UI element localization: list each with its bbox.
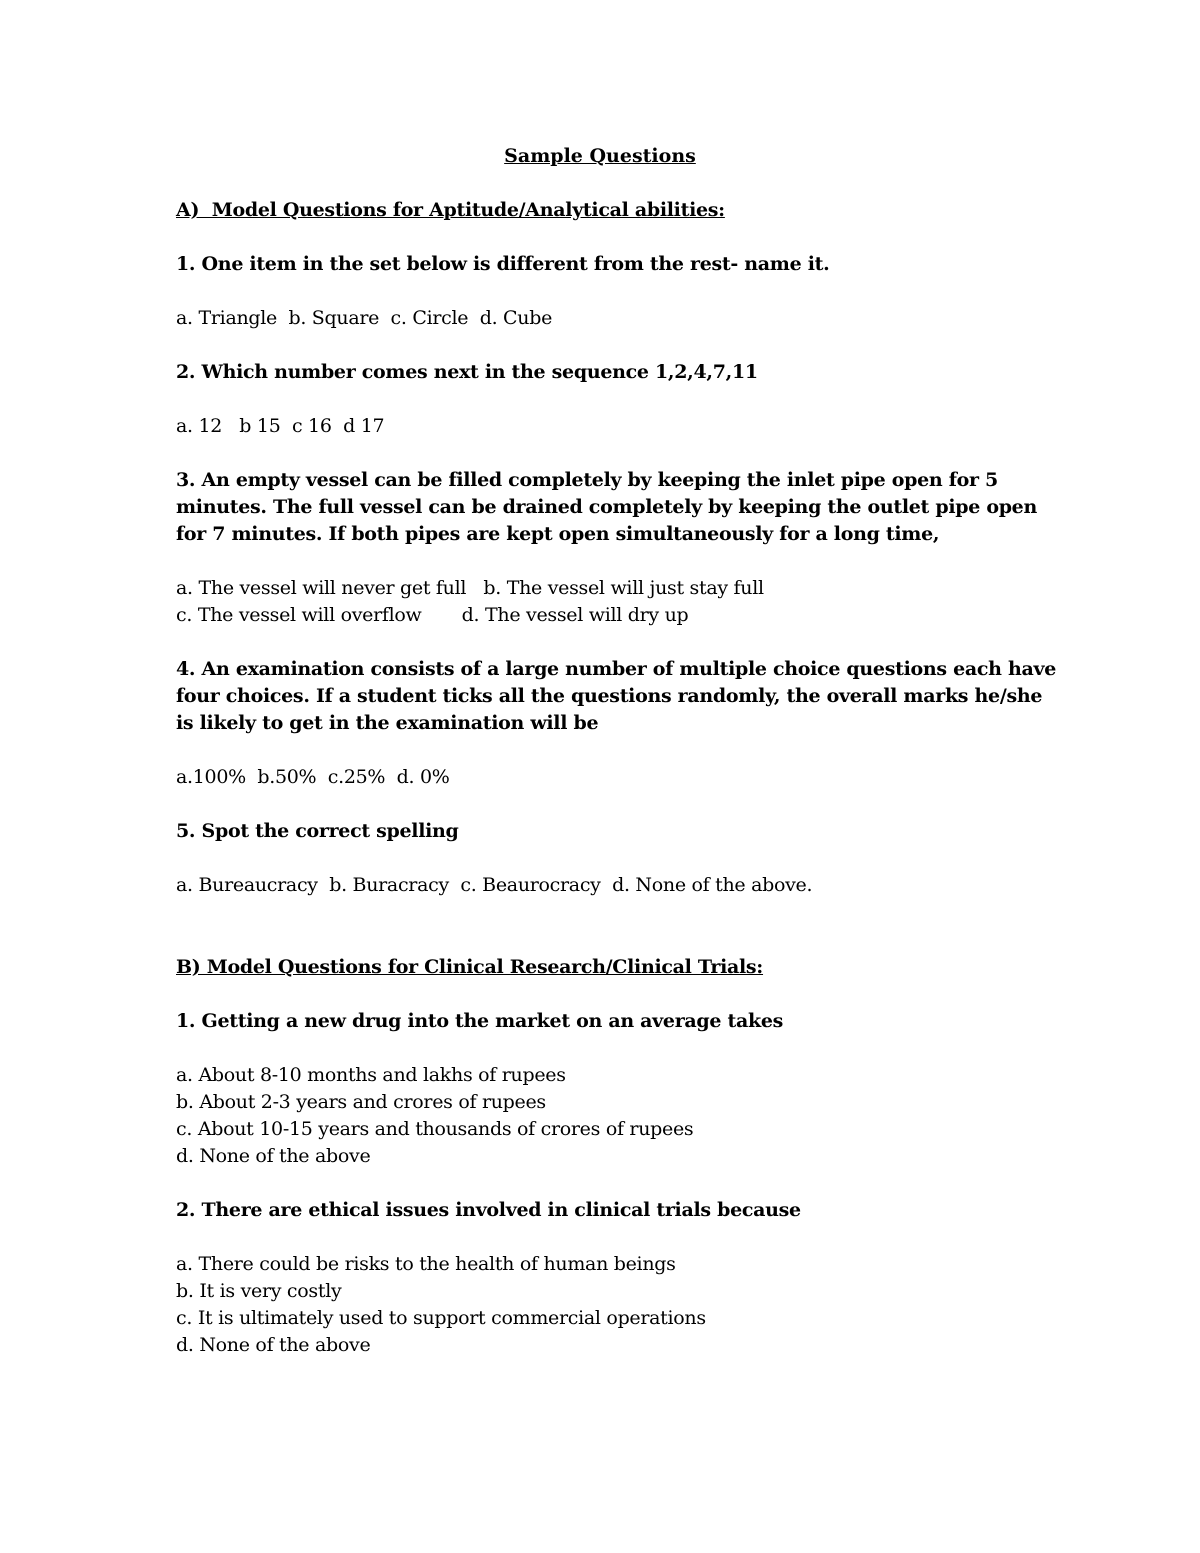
- question-options: a. Bureaucracy b. Buracracy c. Beaurocracy d. None of the above.: [176, 874, 813, 896]
- question-options: a. 12 b 15 c 16 d 17: [176, 415, 385, 437]
- page-title: Sample Questions: [504, 145, 696, 167]
- question-options: b. It is very costly: [176, 1280, 342, 1302]
- question-text: 2. There are ethical issues involved in clinical trials because: [176, 1199, 801, 1221]
- question-options: d. None of the above: [176, 1334, 371, 1356]
- question-options: c. About 10-15 years and thousands of crores of rupees: [176, 1118, 694, 1140]
- question-text: 2. Which number comes next in the sequence 1,2,4,7,11: [176, 361, 758, 383]
- question-text: 5. Spot the correct spelling: [176, 820, 459, 842]
- question-text: minutes. The full vessel can be drained completely by keeping the outlet pipe open: [176, 496, 1037, 518]
- question-options: b. About 2-3 years and crores of rupees: [176, 1091, 546, 1113]
- question-text: four choices. If a student ticks all the questions randomly, the overall marks he/she: [176, 685, 1043, 707]
- question-text: 3. An empty vessel can be filled completely by keeping the inlet pipe open for 5: [176, 469, 998, 491]
- section-b-heading: B) Model Questions for Clinical Research/Clinical Trials:: [176, 956, 764, 978]
- question-options: a. The vessel will never get full b. The vessel will just stay full: [176, 577, 764, 599]
- question-text: 1. One item in the set below is different from the rest- name it.: [176, 253, 830, 275]
- question-options: c. The vessel will overflow d. The vessel will dry up: [176, 604, 689, 626]
- question-options: a. Triangle b. Square c. Circle d. Cube: [176, 307, 553, 329]
- section-a-heading: A) Model Questions for Aptitude/Analytical abilities:: [176, 199, 725, 221]
- question-options: d. None of the above: [176, 1145, 371, 1167]
- question-options: a. There could be risks to the health of human beings: [176, 1253, 676, 1275]
- question-text: for 7 minutes. If both pipes are kept open simultaneously for a long time,: [176, 523, 940, 545]
- question-text: 1. Getting a new drug into the market on an average takes: [176, 1010, 784, 1032]
- question-text: 4. An examination consists of a large number of multiple choice questions each have: [176, 658, 1057, 680]
- question-text: is likely to get in the examination will be: [176, 712, 599, 734]
- question-options: a.100% b.50% c.25% d. 0%: [176, 766, 450, 788]
- question-options: a. About 8-10 months and lakhs of rupees: [176, 1064, 566, 1086]
- question-options: c. It is ultimately used to support commercial operations: [176, 1307, 706, 1329]
